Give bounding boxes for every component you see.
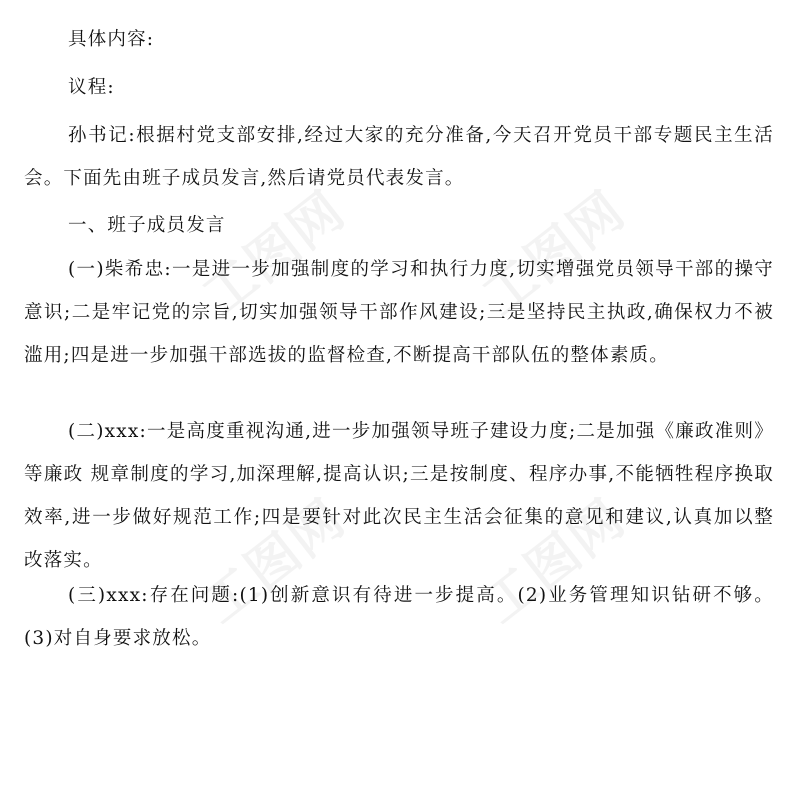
speech-paragraph-1: (一)柴希忠:一是进一步加强制度的学习和执行力度,切实增强党员领导干部的操守意识;二是牢记党的宗旨,切实加强领导干部作风建设;三是坚持民主执政,确保权力不被滥用;四是进一步加强干部选拔的监督检查,不断提高干部队伍的整体素质。 xyxy=(24,259,774,366)
section-heading: 一、班子成员发言 xyxy=(68,215,226,236)
watermark: 工图网 xyxy=(192,180,357,328)
section-label-content: 具体内容: xyxy=(68,29,155,50)
opening-remarks-paragraph: 孙书记:根据村党支部安排,经过大家的充分准备,今天召开党员干部专题民主生活会。下面先由班子成员发言,然后请党员代表发言。 xyxy=(24,125,774,189)
watermark: 工图网 xyxy=(472,180,637,328)
speech-paragraph-2: (二)xxx:一是高度重视沟通,进一步加强领导班子建设力度;二是加强《廉政准则》等廉政 规章制度的学习,加深理解,提高认识;三是按制度、程序办事,不能牺牲程序换取效率,进一步做好规范工作;四是要针对此次民主生活会征集的意见和建议,认真加以整改落实。 xyxy=(24,421,774,571)
speech-paragraph-3: (三)xxx:存在问题:(1)创新意识有待进一步提高。(2)业务管理知识钻研不够。(3)对自身要求放松。 xyxy=(24,585,774,649)
watermark: 工图网 xyxy=(472,488,637,636)
section-label-agenda: 议程: xyxy=(68,77,115,98)
watermark: 工图网 xyxy=(192,488,357,636)
